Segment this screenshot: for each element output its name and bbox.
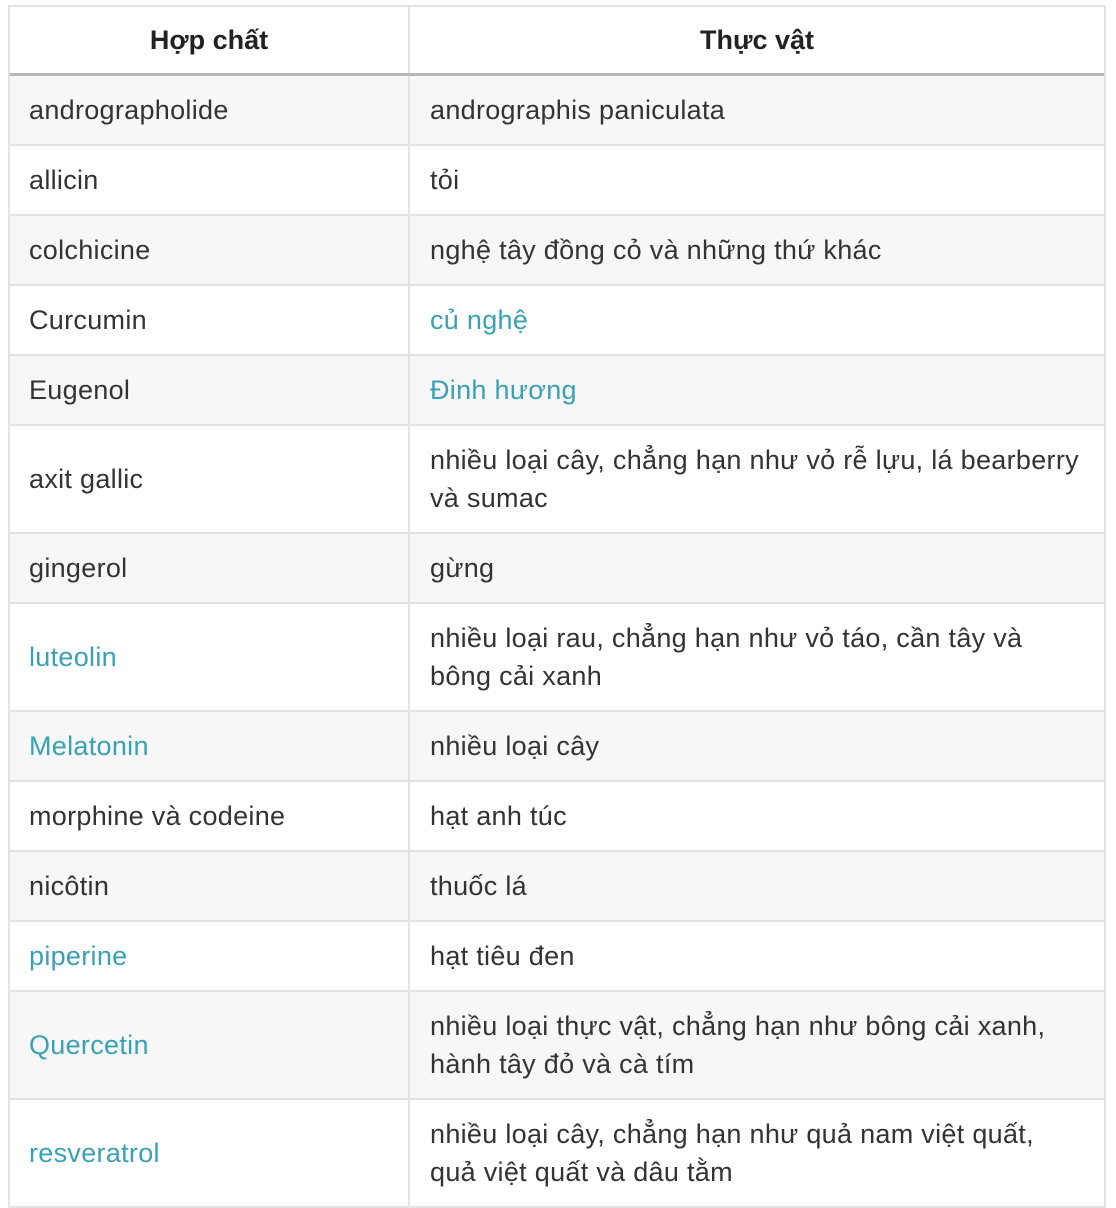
compound-link[interactable]: luteolin	[29, 642, 117, 672]
cell-plant: hạt tiêu đen	[409, 921, 1104, 991]
header-plant: Thực vật	[409, 7, 1104, 75]
cell-compound: allicin	[10, 145, 409, 215]
table-header	[10, 7, 1104, 75]
cell-compound	[10, 603, 409, 711]
compound-link[interactable]: piperine	[29, 941, 128, 971]
cell-plant: andrographis paniculata	[409, 75, 1104, 146]
cell-plant	[409, 285, 1104, 355]
compound-link[interactable]: Quercetin	[29, 1030, 149, 1060]
cell-plant: nhiều loại rau, chẳng hạn như vỏ táo, cần tây và bông cải xanh	[409, 603, 1104, 711]
cell-compound: andrographolide	[10, 75, 409, 146]
cell-compound: colchicine	[10, 215, 409, 285]
cell-compound: Eugenol	[10, 355, 409, 425]
cell-compound	[10, 921, 409, 991]
compound-plant-table-container	[8, 5, 1106, 1208]
table-row	[10, 603, 1104, 711]
compound-link[interactable]: resveratrol	[29, 1138, 160, 1168]
plant-link[interactable]: Đinh hương	[430, 375, 577, 405]
table-row	[10, 781, 1104, 851]
cell-compound	[10, 711, 409, 781]
cell-plant: nghệ tây đồng cỏ và những thứ khác	[409, 215, 1104, 285]
header-row	[10, 7, 1104, 75]
cell-compound: axit gallic	[10, 425, 409, 533]
table-row	[10, 145, 1104, 215]
cell-plant: nhiều loại cây, chẳng hạn như quả nam việt quất, quả việt quất và dâu tằm	[409, 1099, 1104, 1206]
plant-link[interactable]: củ nghệ	[430, 305, 529, 335]
cell-compound	[10, 991, 409, 1099]
cell-plant: tỏi	[409, 145, 1104, 215]
cell-plant	[409, 355, 1104, 425]
cell-plant: gừng	[409, 533, 1104, 603]
header-compound: Hợp chất	[10, 7, 409, 75]
table-body	[10, 75, 1104, 1207]
cell-compound	[10, 1099, 409, 1206]
table-row	[10, 355, 1104, 425]
cell-compound: morphine và codeine	[10, 781, 409, 851]
compound-plant-table	[10, 7, 1104, 1206]
cell-compound: Curcumin	[10, 285, 409, 355]
table-row	[10, 711, 1104, 781]
table-row	[10, 991, 1104, 1099]
table-row	[10, 1099, 1104, 1206]
table-row	[10, 533, 1104, 603]
table-row	[10, 215, 1104, 285]
table-row	[10, 921, 1104, 991]
table-row	[10, 75, 1104, 146]
table-row	[10, 851, 1104, 921]
cell-compound: nicôtin	[10, 851, 409, 921]
cell-plant: hạt anh túc	[409, 781, 1104, 851]
table-row	[10, 425, 1104, 533]
cell-plant: thuốc lá	[409, 851, 1104, 921]
cell-plant: nhiều loại thực vật, chẳng hạn như bông cải xanh, hành tây đỏ và cà tím	[409, 991, 1104, 1099]
table-row	[10, 285, 1104, 355]
cell-plant: nhiều loại cây, chẳng hạn như vỏ rễ lựu, lá bearberry và sumac	[409, 425, 1104, 533]
cell-compound: gingerol	[10, 533, 409, 603]
compound-link[interactable]: Melatonin	[29, 731, 149, 761]
cell-plant: nhiều loại cây	[409, 711, 1104, 781]
